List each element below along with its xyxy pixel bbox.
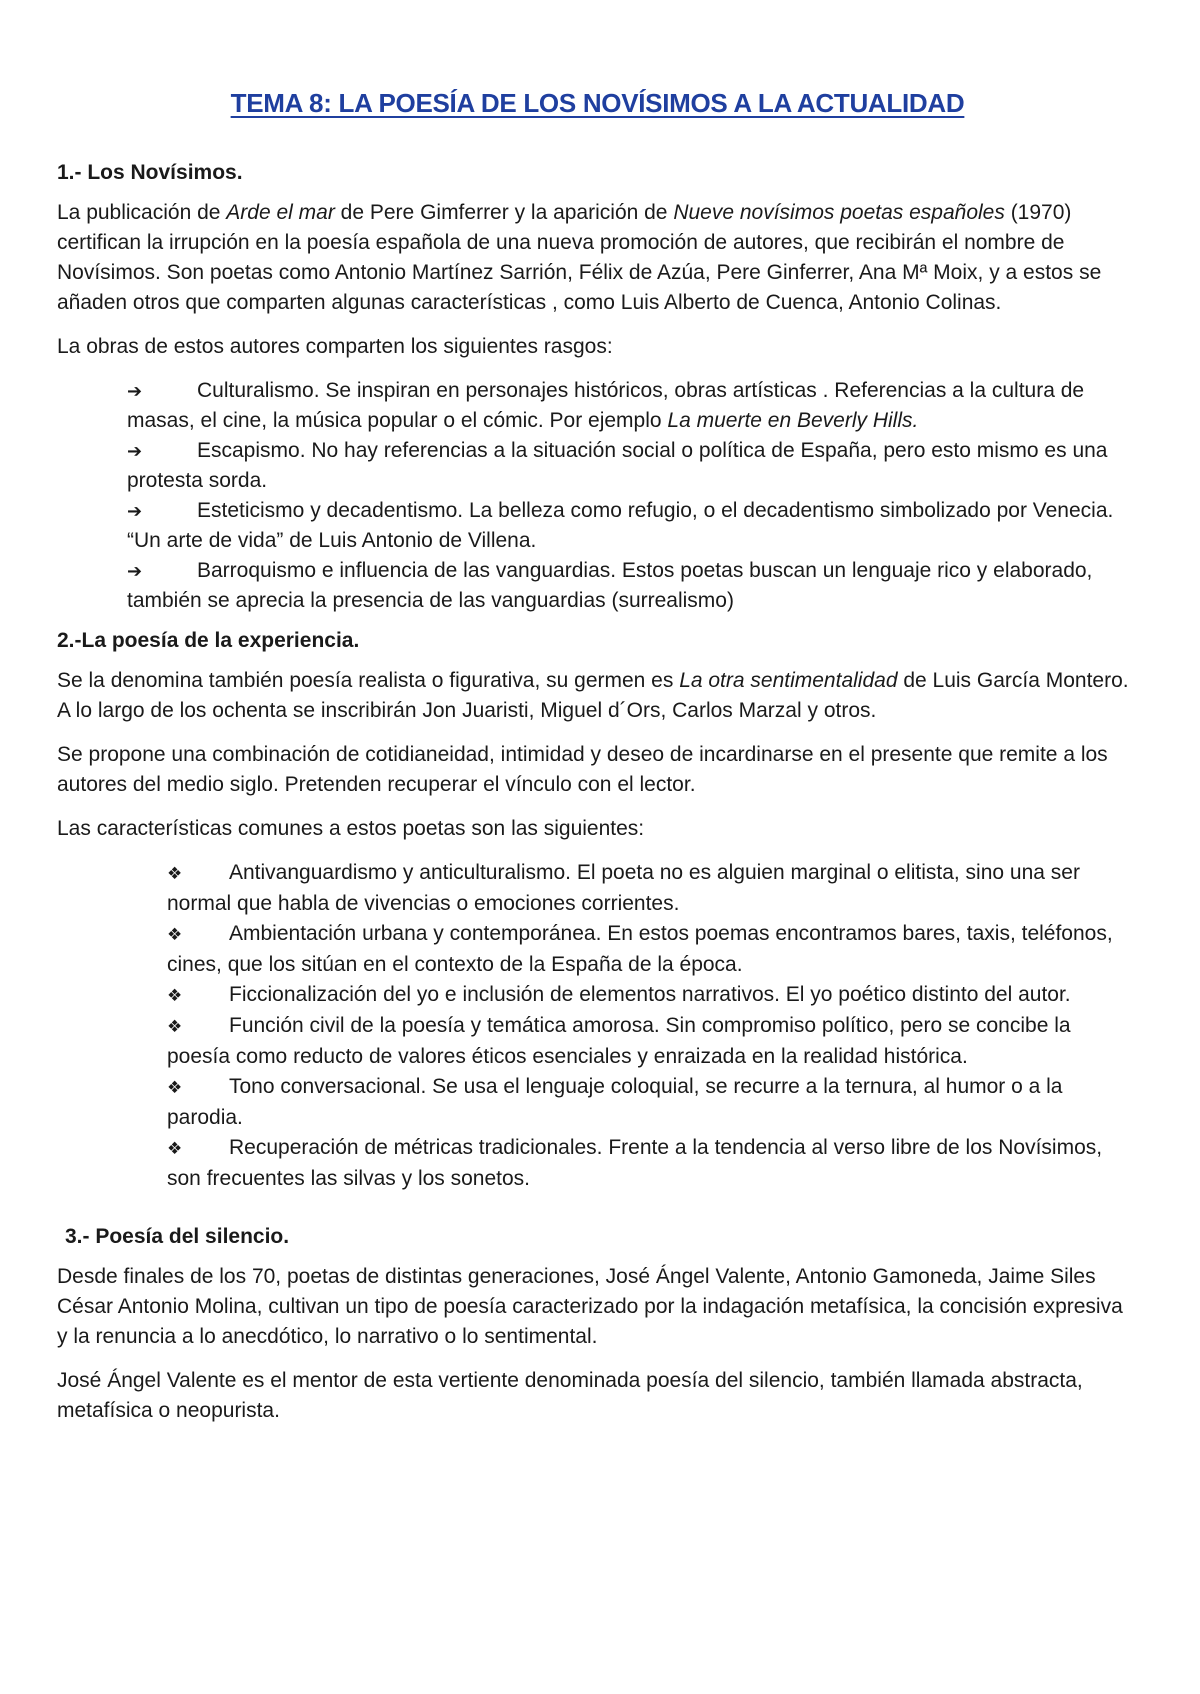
arrow-icon: ➔ <box>127 441 143 461</box>
paragraph <box>57 666 1138 726</box>
paragraph: Se propone una combinación de cotidianeidad, intimidad y deseo de incardinarse en el presente que remite a los autores del medio siglo. Pretenden recuperar el vínculo con el lector. <box>57 743 1108 796</box>
list-item-text: Ficcionalización del yo e inclusión de elementos narrativos. El yo poético distinto del autor. <box>229 983 1071 1006</box>
italic-title: La muerte en Beverly Hills. <box>667 409 919 432</box>
diamond-icon: ❖ <box>167 1017 183 1036</box>
italic-title: Nueve novísimos poetas españoles <box>673 201 1005 224</box>
section-heading-silencio: 3.- Poesía del silencio. <box>65 1225 290 1248</box>
section-heading-novisimos: 1.- Los Novísimos. <box>57 161 243 184</box>
text-run: de Pere Gimferrer y la aparición de <box>334 201 674 224</box>
list-item-text: Antivanguardismo y anticulturalismo. El poeta no es alguien marginal o elitista, sino una ser normal que habla de vivencias o emociones corrientes. <box>167 861 1080 915</box>
arrow-icon: ➔ <box>127 381 143 401</box>
diamond-icon: ❖ <box>167 986 183 1005</box>
list-item-text: Barroquismo e influencia de las vanguardias. Estos poetas buscan un lenguaje rico y elaborado, también se aprecia la presencia de las vanguardias (surrealismo) <box>127 559 1093 612</box>
paragraph: La obras de estos autores comparten los siguientes rasgos: <box>57 335 613 358</box>
list-item-text: Ambientación urbana y contemporánea. En estos poemas encontramos bares, taxis, teléfonos, cines, que los sitúan en el contexto de la España de la época. <box>167 922 1113 976</box>
arrow-icon: ➔ <box>127 561 143 581</box>
italic-title: Arde el mar <box>226 201 335 224</box>
features-list <box>127 376 1138 616</box>
diamond-icon: ❖ <box>167 1078 183 1097</box>
list-item-text: Recuperación de métricas tradicionales. Frente a la tendencia al verso libre de los Novísimos, son frecuentes las silvas y los sonetos. <box>167 1136 1103 1190</box>
list-item <box>167 1011 1138 1072</box>
list-item <box>167 1133 1138 1194</box>
text-run: (1970) certifican la irrupción en la poesía española de una nueva promoción de autores, que recibirán el nombre de Novísimos. Son poetas como Antonio Martínez Sarrión, Félix de Azúa, Pere Ginferrer, Ana Mª Moix, y a estos se añaden otros que comparten algunas características , como Luis Alberto de Cuenca, Antonio Colinas. <box>57 201 1102 314</box>
list-item <box>167 1072 1138 1133</box>
list-item <box>167 980 1138 1011</box>
paragraph: José Ángel Valente es el mentor de esta vertiente denominada poesía del silencio, también llamada abstracta, metafísica o neopurista. <box>57 1369 1083 1422</box>
italic-title: La otra sentimentalidad <box>679 669 898 692</box>
paragraph: Las características comunes a estos poetas son las siguientes: <box>57 817 645 840</box>
list-item-text: Tono conversacional. Se usa el lenguaje coloquial, se recurre a la ternura, al humor o a la parodia. <box>167 1075 1063 1129</box>
diamond-icon: ❖ <box>167 1139 183 1158</box>
text-run: de Luis García Montero. A lo largo de los ochenta se inscribirán Jon Juaristi, Miguel d´Ors, Carlos Marzal y otros. <box>57 669 1129 722</box>
list-item <box>127 376 1138 436</box>
list-item <box>127 436 1138 496</box>
diamond-icon: ❖ <box>167 925 183 944</box>
arrow-icon: ➔ <box>127 501 143 521</box>
section-heading-experiencia: 2.-La poesía de la experiencia. <box>57 629 360 652</box>
paragraph: Desde finales de los 70, poetas de distintas generaciones, José Ángel Valente, Antonio Gamoneda, Jaime Siles César Antonio Molina, cultivan un tipo de poesía caracterizado por la indagación metafísica, la concisión expresiva y la renuncia a lo anecdótico, lo narrativo o lo sentimental. <box>57 1265 1123 1348</box>
diamond-icon: ❖ <box>167 864 183 883</box>
list-item <box>127 496 1138 556</box>
list-item-text: Esteticismo y decadentismo. La belleza como refugio, o el decadentismo simbolizado por Venecia. “Un arte de vida” de Luis Antonio de Villena. <box>127 499 1114 552</box>
list-item-text: Escapismo. No hay referencias a la situación social o política de España, pero esto mismo es una protesta sorda. <box>127 439 1108 492</box>
list-item <box>127 556 1138 616</box>
list-item-text: Función civil de la poesía y temática amorosa. Sin compromiso político, pero se concibe la poesía como reducto de valores éticos esenciales y enraizada en la realidad histórica. <box>167 1014 1071 1068</box>
document-title: TEMA 8: LA POESÍA DE LOS NOVÍSIMOS A LA ACTUALIDAD <box>230 88 965 118</box>
list-item-text: Culturalismo. Se inspiran en personajes históricos, obras artísticas . Referencias a la cultura de masas, el cine, la música popular o el cómic. Por ejemplo <box>127 379 1085 432</box>
text-run: Se la denomina también poesía realista o figurativa, su germen es <box>57 669 680 692</box>
characteristics-list <box>167 858 1138 1194</box>
text-run: La publicación de <box>57 201 227 224</box>
paragraph <box>57 198 1138 318</box>
list-item <box>167 858 1138 919</box>
list-item <box>167 919 1138 980</box>
